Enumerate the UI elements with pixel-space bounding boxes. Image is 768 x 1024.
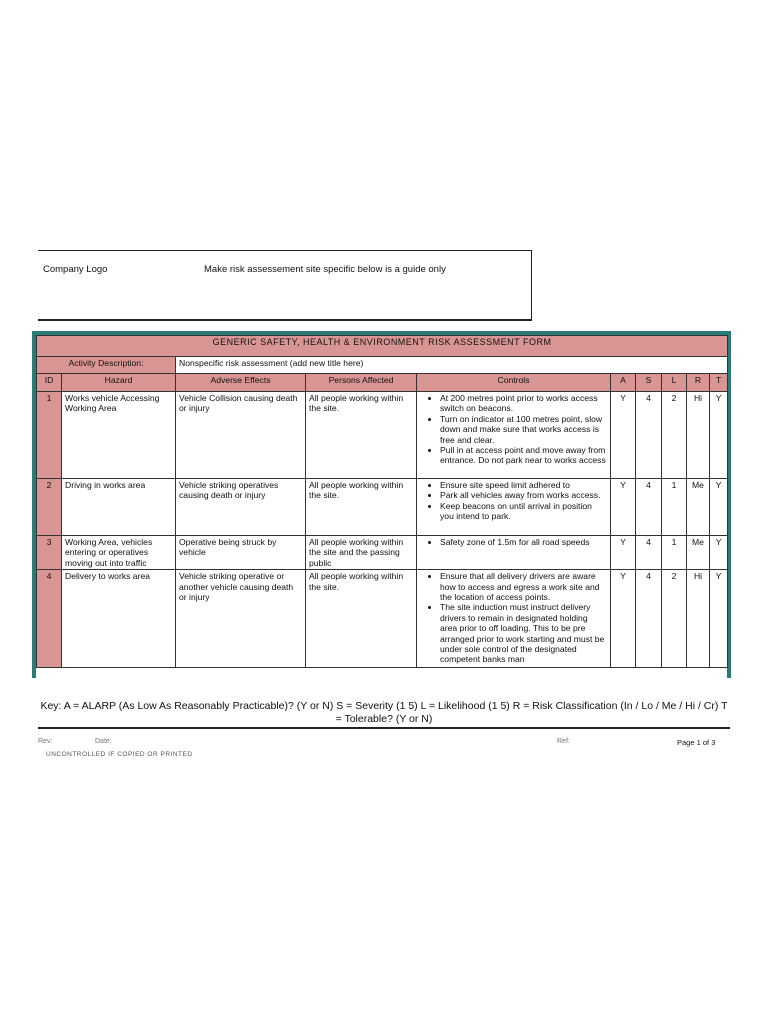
company-logo-placeholder: Company Logo	[43, 264, 108, 275]
col-header-persons-affected: Persons Affected	[306, 374, 417, 392]
row-id: 4	[37, 570, 62, 668]
table-row	[37, 536, 728, 570]
row-id: 2	[37, 479, 62, 536]
footer-rev: Rev:	[38, 738, 53, 745]
rating-l: 1	[662, 536, 687, 570]
control-item: • Safety zone of 1.5m for all road speeds	[440, 537, 607, 547]
controls-list	[420, 393, 607, 466]
rating-r: Hi	[687, 570, 710, 668]
uncontrolled-notice: UNCONTROLLED IF COPIED OR PRINTED	[46, 751, 193, 758]
risk-table	[36, 335, 728, 668]
rating-r: Me	[687, 536, 710, 570]
rating-r: Me	[687, 479, 710, 536]
rating-a: Y	[611, 392, 636, 479]
row-id: 1	[37, 392, 62, 479]
controls-cell	[417, 570, 611, 668]
col-header-adverse-effects: Adverse Effects	[176, 374, 306, 392]
rating-s: 4	[636, 392, 662, 479]
control-item: • Keep beacons on until arrival in position you intend to park.	[440, 501, 607, 522]
rating-r: Hi	[687, 392, 710, 479]
persons-affected-cell: All people working within the site.	[306, 479, 417, 536]
col-header-id: ID	[37, 374, 62, 392]
controls-cell	[417, 536, 611, 570]
document-header	[38, 250, 532, 321]
control-item: • The site induction must instruct delivery drivers to remain in designated holding area prior to off loading. This to be pre arranged prior to work starting and must be under sole control of the designated competent banks man	[440, 602, 607, 664]
persons-affected-cell: All people working within the site and the passing public	[306, 536, 417, 570]
col-header-controls: Controls	[417, 374, 611, 392]
rating-t: Y	[710, 570, 728, 668]
controls-list	[420, 571, 607, 665]
control-item: • Pull in at access point and move away from entrance. Do not park near to works access	[440, 445, 607, 466]
controls-list	[420, 537, 607, 547]
footer-date: Date:	[95, 738, 112, 745]
rating-t: Y	[710, 536, 728, 570]
rating-l: 1	[662, 479, 687, 536]
rating-a: Y	[611, 479, 636, 536]
rating-t: Y	[710, 392, 728, 479]
form-title: GENERIC SAFETY, HEALTH & ENVIRONMENT RISK ASSESSMENT FORM	[37, 336, 728, 357]
controls-list	[420, 480, 607, 522]
adverse-effects-cell: Vehicle striking operatives causing death or injury	[176, 479, 306, 536]
adverse-effects-cell: Operative being struck by vehicle	[176, 536, 306, 570]
divider	[38, 727, 730, 729]
activity-description-field[interactable]: Nonspecific risk assessment (add new title here)	[176, 357, 728, 374]
control-item: • Ensure site speed limit adhered to	[440, 480, 607, 490]
activity-label: Activity Description:	[37, 357, 176, 374]
col-header-a: A	[611, 374, 636, 392]
adverse-effects-cell: Vehicle Collision causing death or injury	[176, 392, 306, 479]
rating-a: Y	[611, 570, 636, 668]
footer-ref: Ref:	[557, 738, 570, 745]
rating-l: 2	[662, 570, 687, 668]
control-item: • Park all vehicles away from works access.	[440, 490, 607, 500]
col-header-s: S	[636, 374, 662, 392]
col-header-t: T	[710, 374, 728, 392]
adverse-effects-cell: Vehicle striking operative or another vehicle causing death or injury	[176, 570, 306, 668]
control-item: • Ensure that all delivery drivers are aware how to access and egress a work site and the location of access points.	[440, 571, 607, 602]
hazard-cell: Works vehicle Accessing Working Area	[62, 392, 176, 479]
col-header-l: L	[662, 374, 687, 392]
hazard-cell: Delivery to works area	[62, 570, 176, 668]
persons-affected-cell: All people working within the site.	[306, 392, 417, 479]
key-legend: Key: A = ALARP (As Low As Reasonably Practicable)? (Y or N) S = Severity (1 5) L = Likelihood (1 5) R = Risk Classification (In / Lo / Me / Hi / Cr) T = Tolerable? (Y or N)	[40, 700, 728, 725]
control-item: • At 200 metres point prior to works access switch on beacons.	[440, 393, 607, 414]
table-row	[37, 392, 728, 479]
hazard-cell: Driving in works area	[62, 479, 176, 536]
table-row	[37, 479, 728, 536]
controls-cell	[417, 392, 611, 479]
page-number: Page 1 of 3	[677, 738, 716, 747]
table-row	[37, 570, 728, 668]
row-id: 3	[37, 536, 62, 570]
rating-a: Y	[611, 536, 636, 570]
risk-assessment-form	[32, 331, 731, 678]
rating-t: Y	[710, 479, 728, 536]
col-header-hazard: Hazard	[62, 374, 176, 392]
guide-note: Make risk assessement site specific below is a guide only	[204, 264, 446, 275]
rating-l: 2	[662, 392, 687, 479]
hazard-cell: Working Area, vehicles entering or operatives moving out into traffic	[62, 536, 176, 570]
rating-s: 4	[636, 479, 662, 536]
rating-s: 4	[636, 570, 662, 668]
persons-affected-cell: All people working within the site.	[306, 570, 417, 668]
col-header-r: R	[687, 374, 710, 392]
rating-s: 4	[636, 536, 662, 570]
control-item: • Turn on indicator at 100 metres point, slow down and make sure that works access is free and clear.	[440, 414, 607, 445]
controls-cell	[417, 479, 611, 536]
